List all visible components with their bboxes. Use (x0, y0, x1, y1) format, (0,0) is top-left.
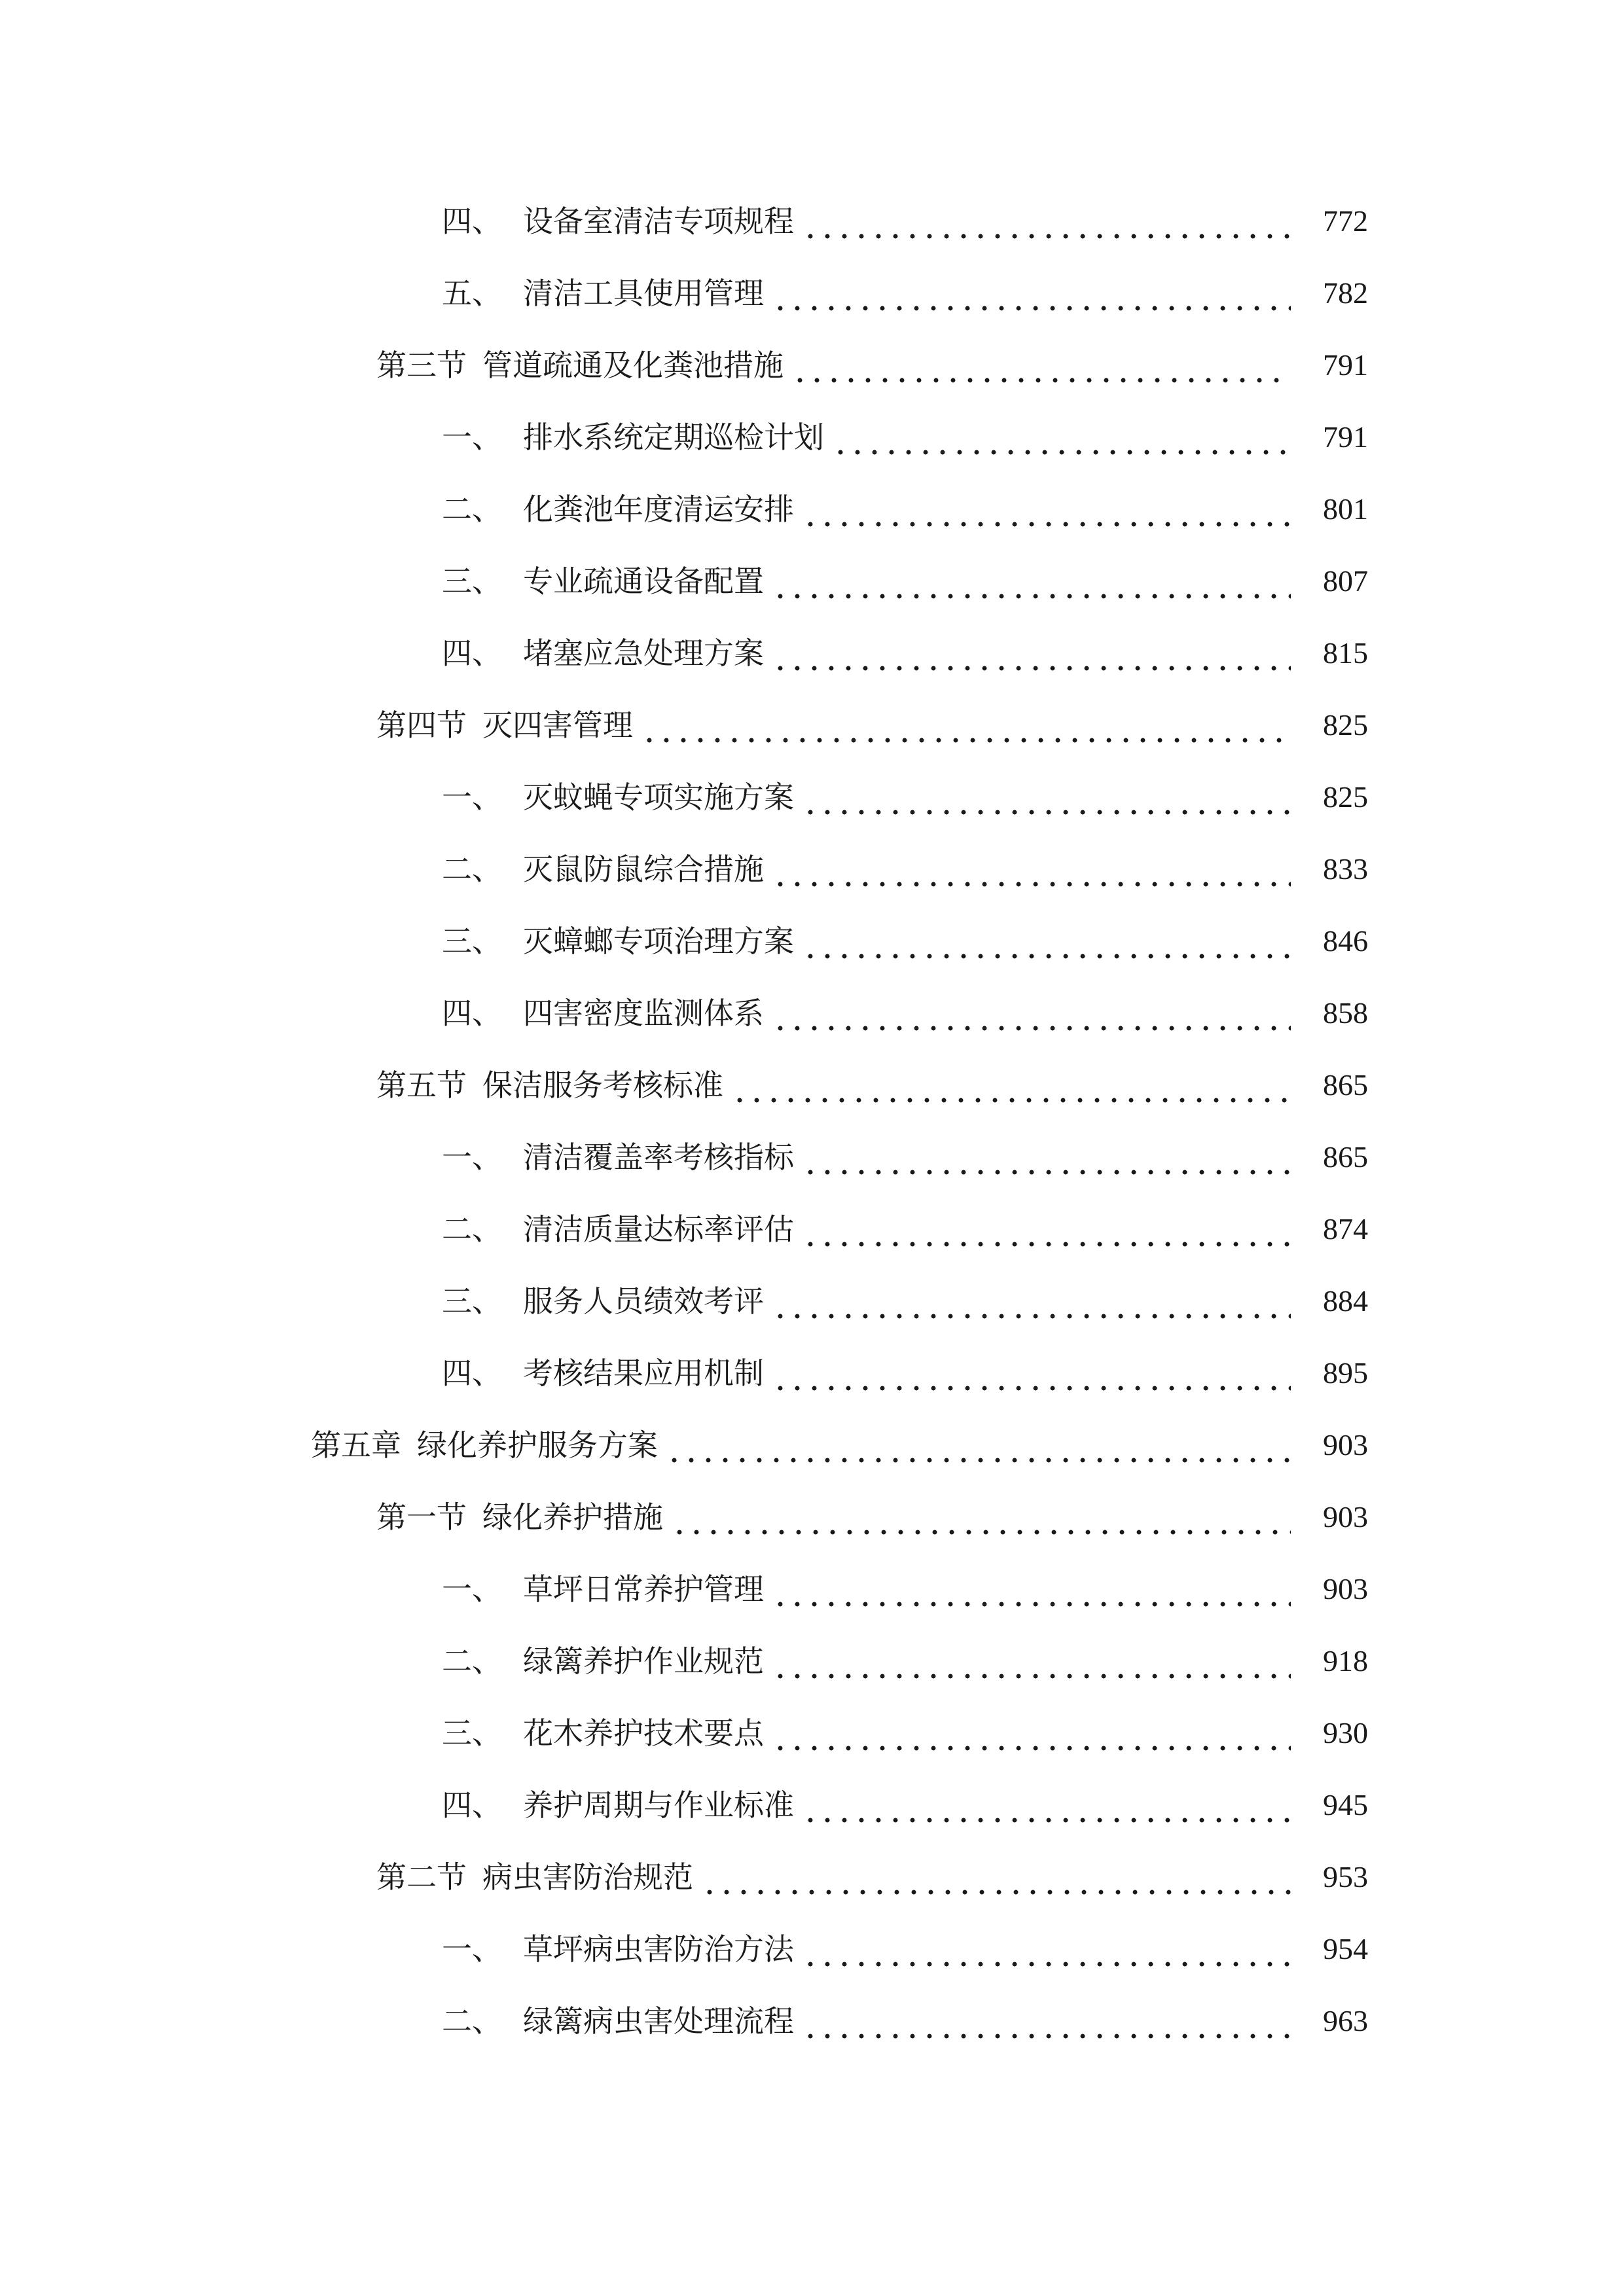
toc-entry-title: 灭四害管理 (482, 708, 633, 743)
dot-leader (802, 1995, 1291, 2047)
toc-entry[interactable] (442, 483, 1368, 535)
toc-entry-page: 807 (1323, 564, 1368, 598)
toc-entry-title: 考核结果应用机制 (523, 1355, 764, 1391)
toc-entry[interactable] (442, 1275, 1368, 1327)
toc-entry[interactable] (442, 1563, 1368, 1615)
toc-entry-number: 第一节 (376, 1499, 467, 1535)
toc-entry-number: 三、 (442, 1283, 502, 1319)
toc-entry-number: 二、 (442, 1211, 502, 1247)
toc-entry[interactable] (442, 195, 1368, 247)
toc-entry-number: 第五节 (376, 1067, 467, 1103)
toc-entry-title: 清洁工具使用管理 (523, 276, 764, 311)
toc-entry-number: 第二节 (376, 1859, 467, 1895)
toc-entry-number: 四、 (442, 996, 502, 1031)
toc-entry[interactable] (442, 1995, 1368, 2047)
toc-entry-page: 772 (1323, 204, 1368, 238)
toc-entry[interactable] (376, 699, 1368, 751)
toc-entry-title: 清洁覆盖率考核指标 (523, 1139, 794, 1175)
toc-entry[interactable] (311, 1419, 1368, 1471)
dot-leader (772, 1347, 1291, 1399)
toc-entry-title: 花木养护技术要点 (523, 1715, 764, 1751)
toc-entry-number: 二、 (442, 2003, 502, 2039)
toc-entry-title: 管道疏通及化粪池措施 (482, 348, 784, 383)
dot-leader (671, 1491, 1291, 1543)
toc-entry-page: 815 (1323, 636, 1368, 670)
toc-entry[interactable] (442, 1347, 1368, 1399)
toc-entry-number: 五、 (442, 276, 502, 311)
toc-entry[interactable] (442, 411, 1368, 463)
toc-entry-page: 954 (1323, 1932, 1368, 1965)
toc-entry-title: 绿篱病虫害处理流程 (523, 2003, 794, 2039)
toc-entry-number: 一、 (442, 1139, 502, 1175)
toc-entry[interactable] (376, 1851, 1368, 1903)
dot-leader (701, 1851, 1291, 1903)
dot-leader (772, 1635, 1291, 1687)
toc-entry[interactable] (442, 1779, 1368, 1831)
toc-entry-number: 四、 (442, 1787, 502, 1823)
toc-entry-page: 963 (1323, 2004, 1368, 2037)
dot-leader (666, 1419, 1291, 1471)
toc-entry[interactable] (442, 1131, 1368, 1183)
toc-entry[interactable] (442, 627, 1368, 679)
toc-entry-number: 第五章 (311, 1427, 401, 1463)
toc-entry-number: 第四节 (376, 708, 467, 743)
toc-entry[interactable] (442, 1923, 1368, 1975)
toc-entry-page: 846 (1323, 924, 1368, 958)
toc-entry[interactable] (442, 555, 1368, 607)
toc-entry-title: 保洁服务考核标准 (482, 1067, 723, 1103)
toc-entry[interactable] (442, 987, 1368, 1039)
toc-entry-number: 三、 (442, 564, 502, 599)
toc-entry-number: 四、 (442, 636, 502, 671)
toc-entry[interactable] (442, 1707, 1368, 1759)
toc-entry[interactable] (376, 1491, 1368, 1543)
toc-entry-number: 三、 (442, 924, 502, 959)
toc-entry-page: 953 (1323, 1860, 1368, 1893)
toc-entry-number: 三、 (442, 1715, 502, 1751)
toc-entry-page: 825 (1323, 780, 1368, 814)
toc-entry-page: 865 (1323, 1068, 1368, 1102)
toc-entry-page: 918 (1323, 1644, 1368, 1677)
toc-entry-number: 二、 (442, 1643, 502, 1679)
toc-entry-page: 782 (1323, 276, 1368, 310)
toc-entry-page: 791 (1323, 348, 1368, 382)
toc-entry-page: 903 (1323, 1572, 1368, 1605)
toc-entry-number: 一、 (442, 1931, 502, 1967)
dot-leader (802, 771, 1291, 823)
dot-leader (802, 195, 1291, 247)
toc-entry-title: 绿篱养护作业规范 (523, 1643, 764, 1679)
toc-entry-page: 945 (1323, 1788, 1368, 1821)
dot-leader (791, 339, 1291, 391)
toc-entry-page: 895 (1323, 1356, 1368, 1390)
toc-entry-page: 801 (1323, 492, 1368, 526)
toc-entry-number: 一、 (442, 780, 502, 815)
toc-entry-number: 一、 (442, 420, 502, 455)
toc-entry-title: 灭蚊蝇专项实施方案 (523, 780, 794, 815)
dot-leader (772, 843, 1291, 895)
toc-entry-page: 858 (1323, 996, 1368, 1030)
toc-entry[interactable] (442, 267, 1368, 319)
dot-leader (772, 267, 1291, 319)
dot-leader (772, 987, 1291, 1039)
dot-leader (772, 555, 1291, 607)
dot-leader (731, 1059, 1291, 1111)
dot-leader (772, 1563, 1291, 1615)
toc-entry-title: 化粪池年度清运安排 (523, 492, 794, 527)
toc-entry-number: 一、 (442, 1571, 502, 1607)
toc-entry-number: 四、 (442, 204, 502, 239)
dot-leader (832, 411, 1291, 463)
toc-entry-title: 病虫害防治规范 (482, 1859, 693, 1895)
toc-entry-title: 四害密度监测体系 (523, 996, 764, 1031)
toc-entry-title: 堵塞应急处理方案 (523, 636, 764, 671)
toc-entry-title: 清洁质量达标率评估 (523, 1211, 794, 1247)
toc-entry-page: 874 (1323, 1212, 1368, 1246)
toc-entry-page: 865 (1323, 1140, 1368, 1174)
toc-entry-page: 930 (1323, 1716, 1368, 1749)
toc-entry-page: 884 (1323, 1284, 1368, 1318)
dot-leader (802, 483, 1291, 535)
toc-entry-title: 灭鼠防鼠综合措施 (523, 852, 764, 887)
dot-leader (802, 1923, 1291, 1975)
dot-leader (772, 627, 1291, 679)
toc-entry-title: 绿化养护服务方案 (417, 1427, 658, 1463)
toc-entry-page: 903 (1323, 1500, 1368, 1534)
toc-entry-title: 灭蟑螂专项治理方案 (523, 924, 794, 959)
toc-entry-page: 825 (1323, 708, 1368, 742)
toc-entry-page: 791 (1323, 420, 1368, 454)
toc-entry-number: 第三节 (376, 348, 467, 383)
dot-leader (772, 1707, 1291, 1759)
toc-entry-number: 二、 (442, 492, 502, 527)
toc-entry[interactable] (442, 771, 1368, 823)
toc-entry[interactable] (442, 915, 1368, 967)
dot-leader (802, 1203, 1291, 1255)
toc-entry-title: 专业疏通设备配置 (523, 564, 764, 599)
dot-leader (802, 915, 1291, 967)
toc-entry[interactable] (442, 1635, 1368, 1687)
dot-leader (802, 1779, 1291, 1831)
toc-entry-number: 四、 (442, 1355, 502, 1391)
toc-entry-title: 草坪日常养护管理 (523, 1571, 764, 1607)
toc-entry[interactable] (376, 339, 1368, 391)
toc-entry-page: 833 (1323, 852, 1368, 886)
toc-entry-number: 二、 (442, 852, 502, 887)
toc-entry-title: 养护周期与作业标准 (523, 1787, 794, 1823)
toc-entry-title: 设备室清洁专项规程 (523, 204, 794, 239)
toc-entry[interactable] (376, 1059, 1368, 1111)
toc-entry[interactable] (442, 1203, 1368, 1255)
toc-entry-title: 服务人员绩效考评 (523, 1283, 764, 1319)
toc-entry-title: 绿化养护措施 (482, 1499, 663, 1535)
dot-leader (802, 1131, 1291, 1183)
toc-entry-title: 草坪病虫害防治方法 (523, 1931, 794, 1967)
toc-entry-title: 排水系统定期巡检计划 (523, 420, 824, 455)
dot-leader (772, 1275, 1291, 1327)
toc-entry-page: 903 (1323, 1428, 1368, 1462)
dot-leader (641, 699, 1291, 751)
toc-entry[interactable] (442, 843, 1368, 895)
